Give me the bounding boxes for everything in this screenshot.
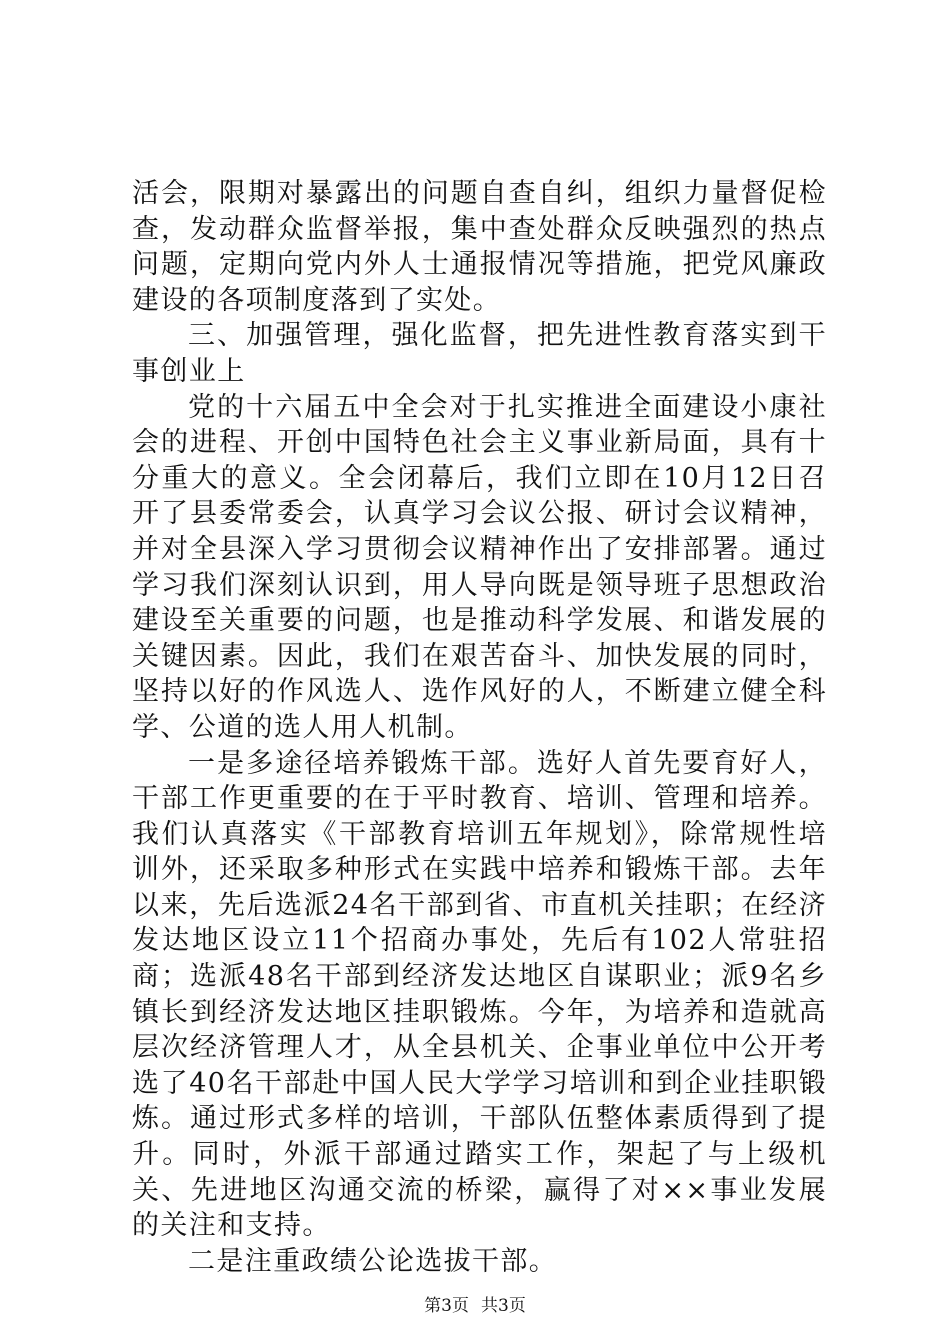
section-heading: 三、加强管理，强化监督，把先进性教育落实到干事创业上 [132, 320, 827, 387]
paragraph-continuation: 活会，限期对暴露出的问题自查自纠，组织力量督促检查，发动群众监督举报，集中查处群众反映强烈的热点问题，定期向党内外人士通报情况等措施，把党风廉政建设的各项制度落到了实处。 [132, 178, 827, 316]
document-body [132, 176, 827, 1279]
paragraph-cadre-selection: 二是注重政绩公论选拔干部。 [188, 1245, 558, 1277]
page-footer [0, 1296, 950, 1316]
page-total: 共3页 [481, 1296, 526, 1316]
paragraph-plenary-session: 党的十六届五中全会对于扎实推进全面建设小康社会的进程、开创中国特色社会主义事业新局面，具有十分重大的意义。全会闭幕后，我们立即在10月12日召开了县委常委会，认真学习会议公报、研讨会议精神，并对全县深入学习贯彻会议精神作出了安排部署。通过学习我们深刻认识到，用人导向既是领导班子思想政治建设至关重要的问题，也是推动科学发展、和谐发展的关键因素。因此，我们在艰苦奋斗、加快发展的同时，坚持以好的作风选人、选作风好的人，不断建立健全科学、公道的选人用人机制。 [132, 391, 827, 743]
page-number: 第3页 [424, 1296, 469, 1316]
paragraph-cadre-training: 一是多途径培养锻炼干部。选好人首先要育好人，干部工作更重要的在于平时教育、培训、管理和培养。我们认真落实《干部教育培训五年规划》，除常规性培训外，还采取多种形式在实践中培养和锻炼干部。去年以来，先后选派24名干部到省、市直机关挂职；在经济发达地区设立11个招商办事处，先后有102人常驻招商；选派48名干部到经济发达地区自谋职业；派9名乡镇长到经济发达地区挂职锻炼。今年，为培养和造就高层次经济管理人才，从全县机关、企事业单位中公开考选了40名干部赴中国人民大学学习培训和到企业挂职锻炼。通过形式多样的培训，干部队伍整体素质得到了提升。同时，外派干部通过踏实工作，架起了与上级机关、先进地区沟通交流的桥梁，赢得了对××事业发展的关注和支持。 [132, 747, 827, 1242]
